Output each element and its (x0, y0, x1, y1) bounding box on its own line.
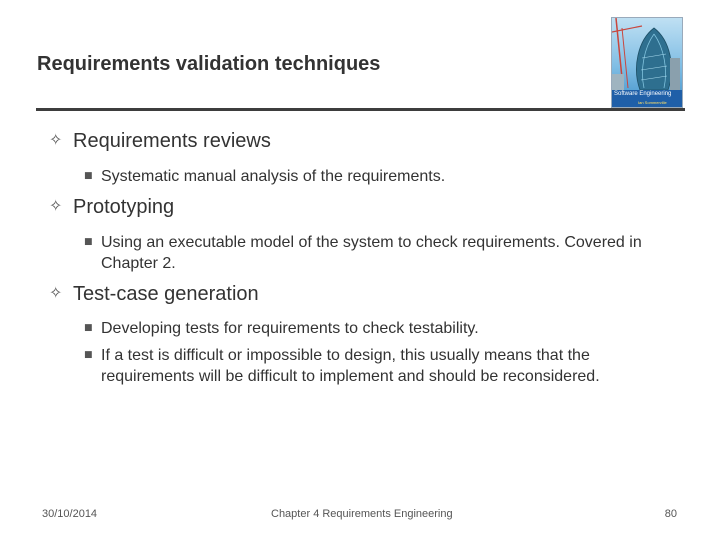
cover-title: Software Engineering (614, 91, 672, 97)
bullet-requirements-reviews (49, 130, 271, 153)
square-bullet-icon: ■ (84, 171, 93, 181)
bullet-text: Requirements reviews (73, 130, 271, 152)
bullet-text: Test-case generation (73, 283, 259, 305)
diamond-bullet-icon: ✧ (49, 196, 63, 215)
square-bullet-icon: ■ (84, 323, 93, 333)
square-bullet-icon: ■ (84, 350, 93, 360)
bullet-text: Prototyping (73, 196, 175, 218)
sub-bullet-text: Systematic manual analysis of the requirements. (101, 168, 446, 185)
sub-bullet-text: Using an executable model of the system to check requirements. Covered in Chapter 2. (101, 234, 642, 272)
footer-page-number: 80 (664, 508, 677, 520)
sub-bullet-text: If a test is difficult or impossible to design, this usually means that the requirements will be difficult to implement and should be reconsidered. (101, 347, 600, 385)
sub-bullet (84, 166, 684, 187)
sub-bullet (84, 318, 684, 339)
footer-date: 30/10/2014 (42, 508, 98, 520)
sub-bullet (84, 232, 684, 274)
square-bullet-icon: ■ (84, 237, 93, 247)
footer-chapter: Chapter 4 Requirements Engineering (271, 508, 453, 520)
bullet-prototyping (49, 196, 174, 219)
bullet-test-case-generation (49, 283, 259, 306)
diamond-bullet-icon: ✧ (49, 283, 63, 302)
book-cover-image (611, 17, 683, 108)
sub-bullet-text: Developing tests for requirements to check testability. (101, 320, 479, 337)
diamond-bullet-icon: ✧ (49, 130, 63, 149)
cover-author: Ian Sommerville (638, 100, 667, 105)
slide-title: Requirements validation techniques (37, 53, 381, 75)
sub-bullet (84, 345, 644, 387)
title-divider (36, 108, 685, 111)
